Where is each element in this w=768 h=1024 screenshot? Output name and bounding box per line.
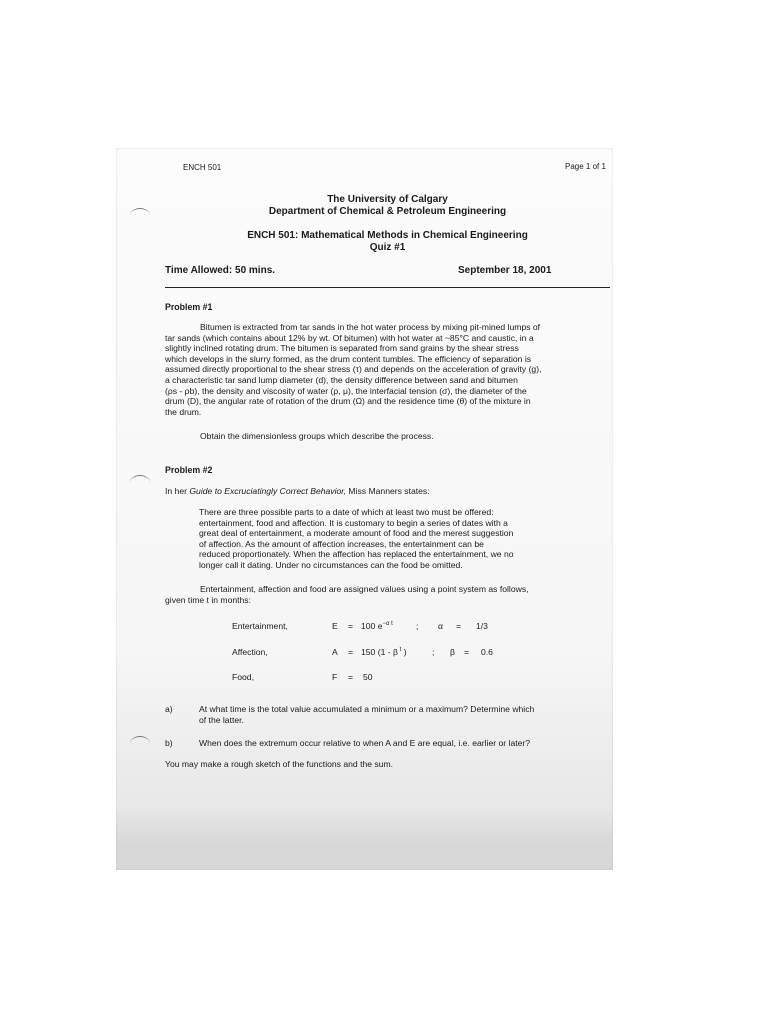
eq-label: Food, [232, 672, 254, 682]
part-a-label: a) [165, 704, 173, 714]
manners-quote [199, 507, 599, 571]
problem1-line: a characteristic tar sand lump diameter (d), the density difference between sand and bitumen [165, 374, 518, 385]
eq-param: β [450, 647, 455, 657]
problem1-line: (ρs - ρb), the density and viscosity of water (ρ, μ), the interfacial tension (σ), the diameter of the [165, 385, 527, 396]
department-title: Department of Chemical & Petroleum Engineering [268, 206, 507, 217]
eq-sign: = [348, 647, 354, 657]
quote-line: longer call it dating. Under no circumstances can the food be omitted. [199, 559, 463, 570]
eq-lhs: E [332, 621, 338, 631]
part-b-question: When does the extremum occur relative to when A and E are equal, i.e. earlier or later? [199, 738, 531, 748]
quote-line: reduced proportionately. When the affection has replaced the entertainment, we no [199, 549, 514, 560]
quote-line: great deal of entertainment, a moderate amount of food and the merest suggestion [199, 528, 514, 539]
part-a-question [199, 704, 609, 725]
intro-suffix: Miss Manners states: [346, 486, 430, 496]
page-label: Page 1 of 1 [565, 162, 606, 171]
problem1-paragraph [165, 322, 610, 417]
eq-separator: ; [432, 647, 435, 657]
header-divider [165, 287, 610, 288]
problem2-heading: Problem #2 [165, 465, 213, 475]
problem1-line: which develops in the slurry formed, as the drum content tumbles. The efficiency of separation is [165, 353, 532, 364]
problem1-line: slightly inclined rotating drum. The bitumen is separated from sand grains by the shear stress [165, 343, 519, 354]
closing-note: You may make a rough sketch of the functions and the sum. [165, 759, 394, 769]
quiz-title: Quiz #1 [369, 242, 406, 253]
book-title: Guide to Excruciatingly Correct Behavior, [189, 486, 347, 496]
eq-sign: = [348, 621, 354, 631]
eq-exponent: t [397, 647, 402, 654]
eq-param: α [438, 621, 443, 631]
eq-label: Entertainment, [232, 621, 288, 631]
course-code: ENCH 501 [183, 163, 222, 172]
time-allowed: Time Allowed: 50 mins. [165, 265, 276, 276]
problem2-intro [165, 486, 430, 497]
eq-exponent: −α t [382, 621, 393, 628]
assign-line1: Entertainment, affection and food are assigned values using a point system as follows, [200, 584, 529, 594]
eq-lhs: A [332, 647, 338, 657]
assign-line2: given time t in months: [165, 595, 251, 605]
part-b-label: b) [165, 738, 173, 748]
eq-param-sign: = [456, 621, 462, 631]
quote-line: of affection. As the amount of affection increases, the entertainment can be [199, 538, 484, 549]
eq-param-sign: = [464, 647, 470, 657]
part-a-line: of the latter. [199, 714, 244, 725]
problem1-heading: Problem #1 [165, 302, 213, 312]
problem1-line: tar sands (which contains about 12% by wt. Of bitumen) with hot water at ~85°C and caustic, in a [165, 332, 534, 343]
punch-hole-mark [130, 736, 150, 751]
scan-shadow [116, 808, 613, 870]
eq-rhs: 50 [363, 672, 373, 682]
quiz-date: September 18, 2001 [458, 265, 552, 276]
problem1-line: drum (D), the angular rate of rotation of the drum (Ω) and the residence time (θ) of the mixture in [165, 396, 531, 407]
quote-line: entertainment, food and affection. It is customary to begin a series of dates with a [199, 517, 508, 528]
problem1-instruction: Obtain the dimensionless groups which describe the process. [200, 431, 434, 441]
problem1-line: Bitumen is extracted from tar sands in the hot water process by mixing pit-mined lumps of [200, 322, 541, 332]
university-title: The University of Calgary [327, 194, 448, 205]
eq-rhs: 100 $e^{-\alpha t}$ [361, 621, 393, 631]
quote-line: There are three possible parts to a date of which at least two must be offered: [199, 507, 494, 517]
problem1-line: assumed directly proportional to the shear stress (τ) and depends on the acceleration of gravity (g), [165, 364, 542, 375]
eq-param-value: 0.6 [481, 647, 493, 657]
intro-prefix: In her [165, 486, 190, 496]
eq-sign: = [348, 672, 354, 682]
course-title: ENCH 501: Mathematical Methods in Chemical Engineering [247, 230, 528, 241]
eq-param-value: 1/3 [476, 621, 488, 631]
punch-hole-mark [130, 208, 150, 223]
eq-rhs: 150 (1 - β $^t$ ) [361, 647, 407, 657]
problem1-line: the drum. [165, 406, 202, 417]
eq-separator: ; [416, 621, 419, 631]
part-a-line: At what time is the total value accumulated a minimum or a maximum? Determine which [199, 704, 535, 714]
eq-lhs: F [332, 672, 338, 682]
eq-label: Affection, [232, 647, 268, 657]
punch-hole-mark [130, 475, 150, 490]
